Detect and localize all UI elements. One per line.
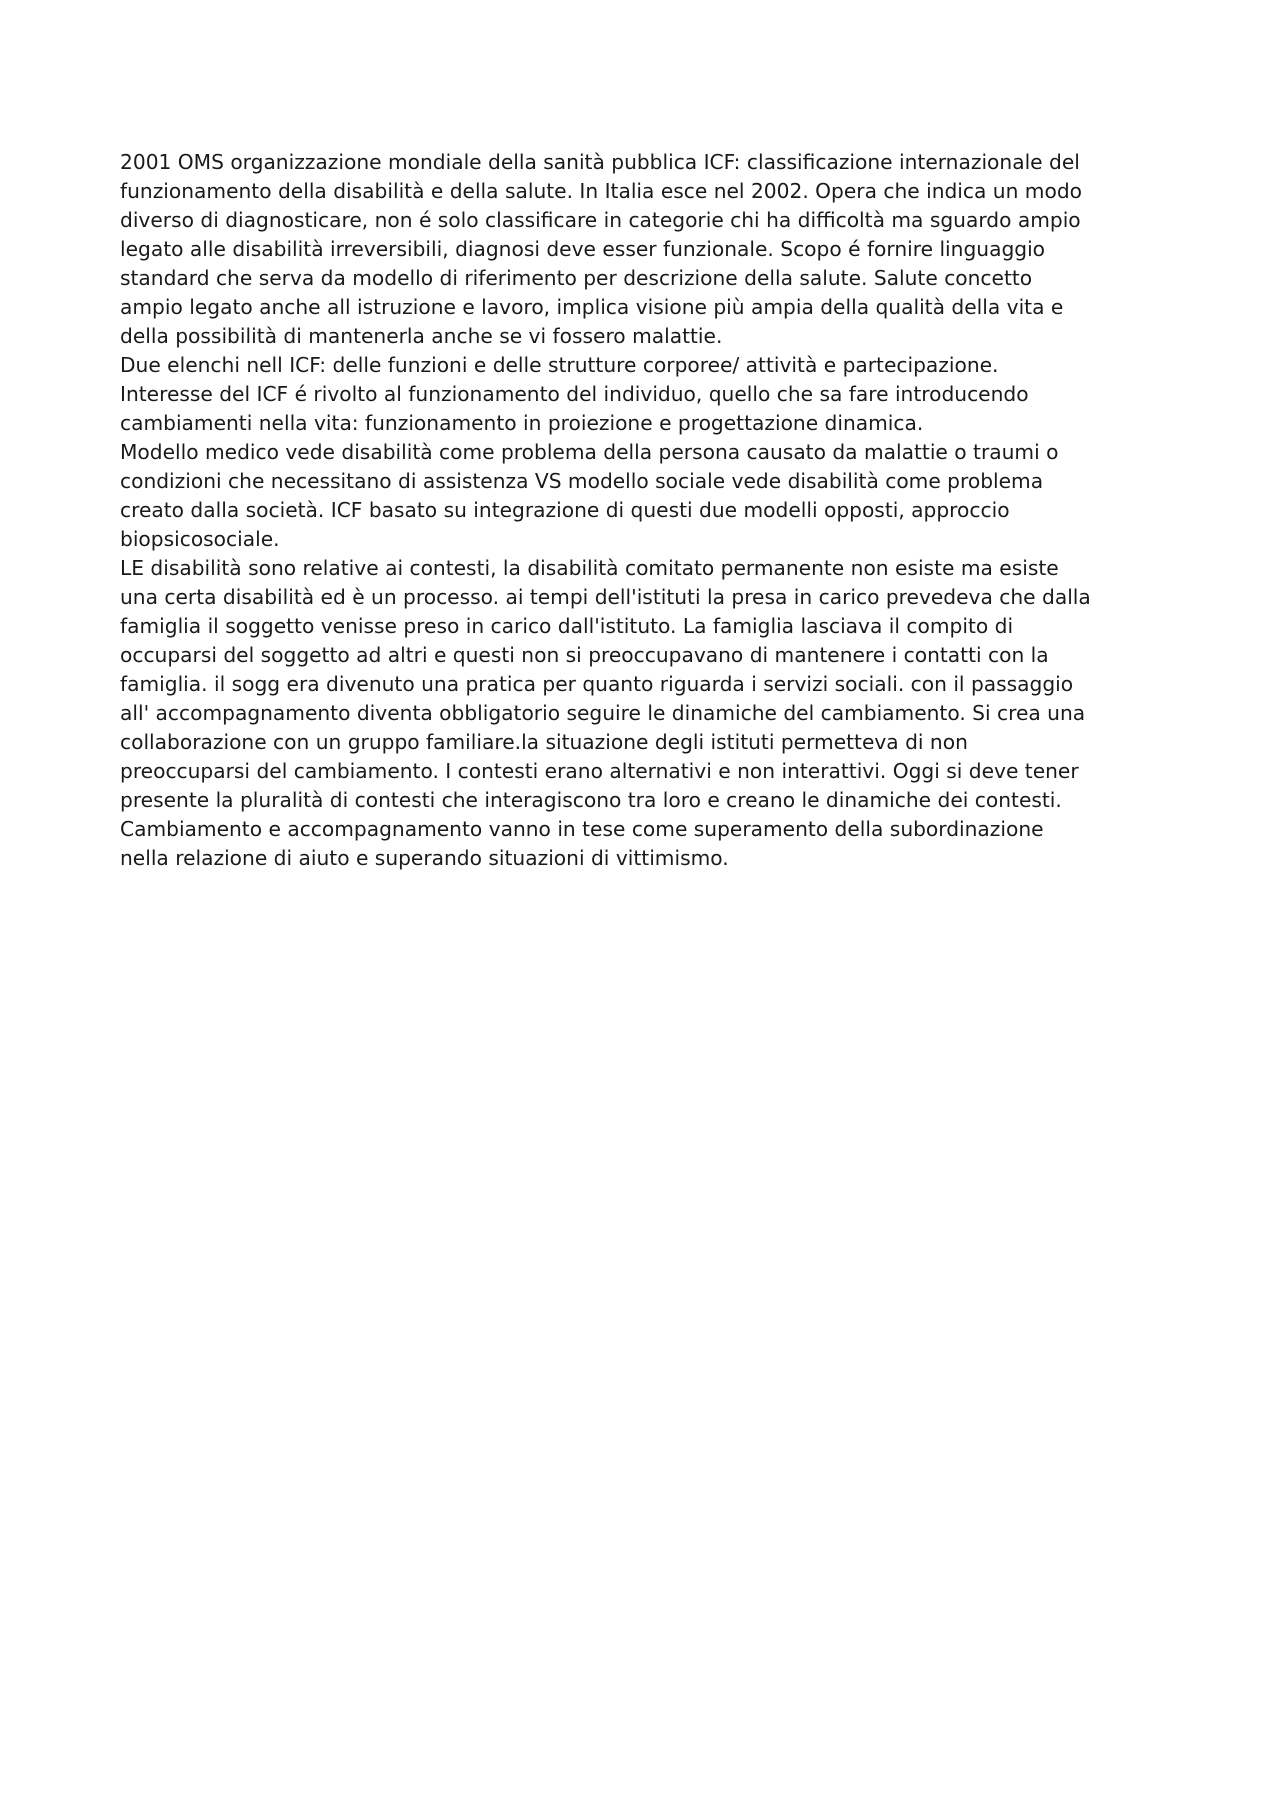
text-line: della possibilità di mantenerla anche se vi fossero malattie. [120, 324, 723, 348]
text-line: famiglia il soggetto venisse preso in carico dall'istituto. La famiglia lasciava il compito di [120, 614, 1014, 638]
text-line: nella relazione di aiuto e superando situazioni di vittimismo. [120, 846, 729, 870]
text-line: biopsicosociale. [120, 527, 280, 551]
text-line: creato dalla società. ICF basato su integrazione di questi due modelli opposti, approccio [120, 498, 1010, 522]
text-line: all' accompagnamento diventa obbligatorio seguire le dinamiche del cambiamento. Si crea una [120, 701, 1086, 725]
text-line: Cambiamento e accompagnamento vanno in tese come superamento della subordinazione [120, 817, 1044, 841]
text-line: cambiamenti nella vita: funzionamento in proiezione e progettazione dinamica. [120, 411, 924, 435]
text-line: una certa disabilità ed è un processo. ai tempi dell'istituti la presa in carico prevedeva che dalla [120, 585, 1091, 609]
text-line: ampio legato anche all istruzione e lavoro, implica visione più ampia della qualità della vita e [120, 295, 1064, 319]
text-line: preoccuparsi del cambiamento. I contesti erano alternativi e non interattivi. Oggi si deve tener [120, 759, 1079, 783]
text-line: legato alle disabilità irreversibili, diagnosi deve esser funzionale. Scopo é fornire linguaggio [120, 237, 1046, 261]
text-line: LE disabilità sono relative ai contesti, la disabilità comitato permanente non esiste ma esiste [120, 556, 1059, 580]
text-line: standard che serva da modello di riferimento per descrizione della salute. Salute concetto [120, 266, 1033, 290]
text-line: famiglia. il sogg era divenuto una pratica per quanto riguarda i servizi sociali. con il passaggio [120, 672, 1074, 696]
text-line: occuparsi del soggetto ad altri e questi non si preoccupavano di mantenere i contatti con la [120, 643, 1049, 667]
text-line: diverso di diagnosticare, non é solo classificare in categorie chi ha difficoltà ma sguardo ampio [120, 208, 1081, 232]
text-line: funzionamento della disabilità e della salute. In Italia esce nel 2002. Opera che indica un modo [120, 179, 1082, 203]
text-line: Interesse del ICF é rivolto al funzionamento del individuo, quello che sa fare introducendo [120, 382, 1029, 406]
text-line: Modello medico vede disabilità come problema della persona causato da malattie o traumi o [120, 440, 1059, 464]
document-body-text [120, 148, 1170, 873]
text-line: collaborazione con un gruppo familiare.la situazione degli istituti permetteva di non [120, 730, 968, 754]
text-line: 2001 OMS organizzazione mondiale della sanità pubblica ICF: classificazione internazionale del [120, 150, 1080, 174]
text-line: presente la pluralità di contesti che interagiscono tra loro e creano le dinamiche dei contesti. [120, 788, 1062, 812]
text-line: condizioni che necessitano di assistenza VS modello sociale vede disabilità come problema [120, 469, 1044, 493]
text-line: Due elenchi nell ICF: delle funzioni e delle strutture corporee/ attività e partecipazione. [120, 353, 999, 377]
